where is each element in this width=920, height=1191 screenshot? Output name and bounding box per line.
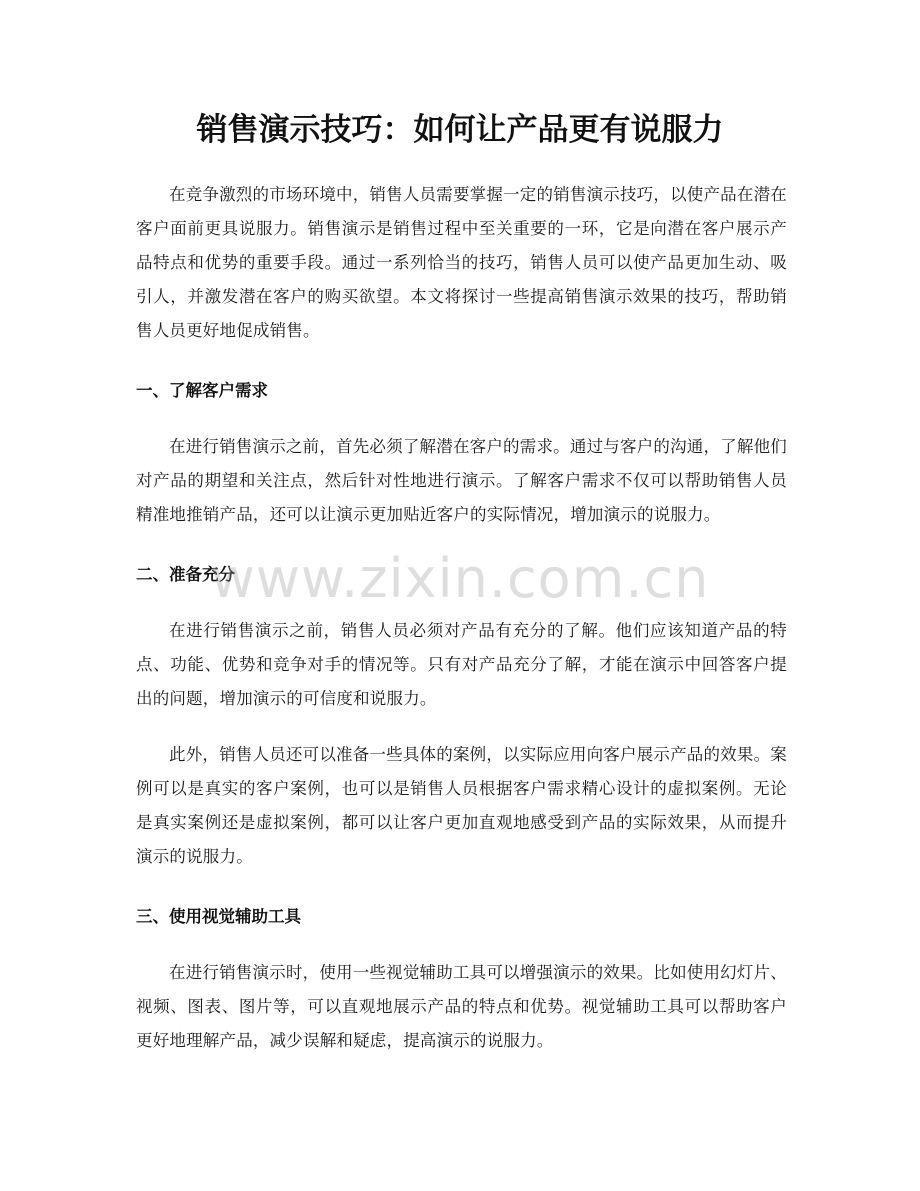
section-paragraph: 在进行销售演示时，使用一些视觉辅助工具可以增强演示的效果。比如使用幻灯片、视频、图表、图片等，可以直观地展示产品的特点和优势。视觉辅助工具可以帮助客户更好地理解产品，减少误解和疑虑，提高演示的说服力。 [136,963,787,1050]
intro-paragraph: 在竞争激烈的市场环境中，销售人员需要掌握一定的销售演示技巧，以使产品在潜在客户面前更具说服力。销售演示是销售过程中至关重要的一环，它是向潜在客户展示产品特点和优势的重要手段。通过一系列恰当的技巧，销售人员可以使产品更加生动、吸引人，并激发潜在客户的购买欲望。本文将探讨一些提高销售演示效果的技巧，帮助销售人员更好地促成销售。 [136,185,787,340]
section-paragraph: 此外，销售人员还可以准备一些具体的案例，以实际应用向客户展示产品的效果。案例可以是真实的客户案例，也可以是销售人员根据客户需求精心设计的虚拟案例。无论是真实案例还是虚拟案例，都可以让客户更加直观地感受到产品的实际效果，从而提升演示的说服力。 [136,745,787,866]
section-paragraph: 在进行销售演示之前，销售人员必须对产品有充分的了解。他们应该知道产品的特点、功能、优势和竞争对手的情况等。只有对产品充分了解，才能在演示中回答客户提出的问题，增加演示的可信度和说服力。 [136,621,787,708]
section-heading: 三、使用视觉辅助工具 [136,907,301,926]
section-preparation [136,558,787,874]
section-visual-aids [136,900,787,1058]
watermark: www.zixin.com.cn [210,547,710,610]
document-body [136,178,787,1058]
section-paragraph: 在进行销售演示之前，首先必须了解潜在客户的需求。通过与客户的沟通，了解他们对产品的期望和关注点，然后针对性地进行演示。了解客户需求不仅可以帮助销售人员精准地推销产品，还可以让演示更加贴近客户的实际情况，增加演示的说服力。 [136,437,787,524]
section-understand-needs [136,374,787,532]
section-heading: 一、了解客户需求 [136,381,268,400]
section-heading: 二、准备充分 [136,565,235,584]
document-title: 销售演示技巧：如何让产品更有说服力 [196,112,724,148]
